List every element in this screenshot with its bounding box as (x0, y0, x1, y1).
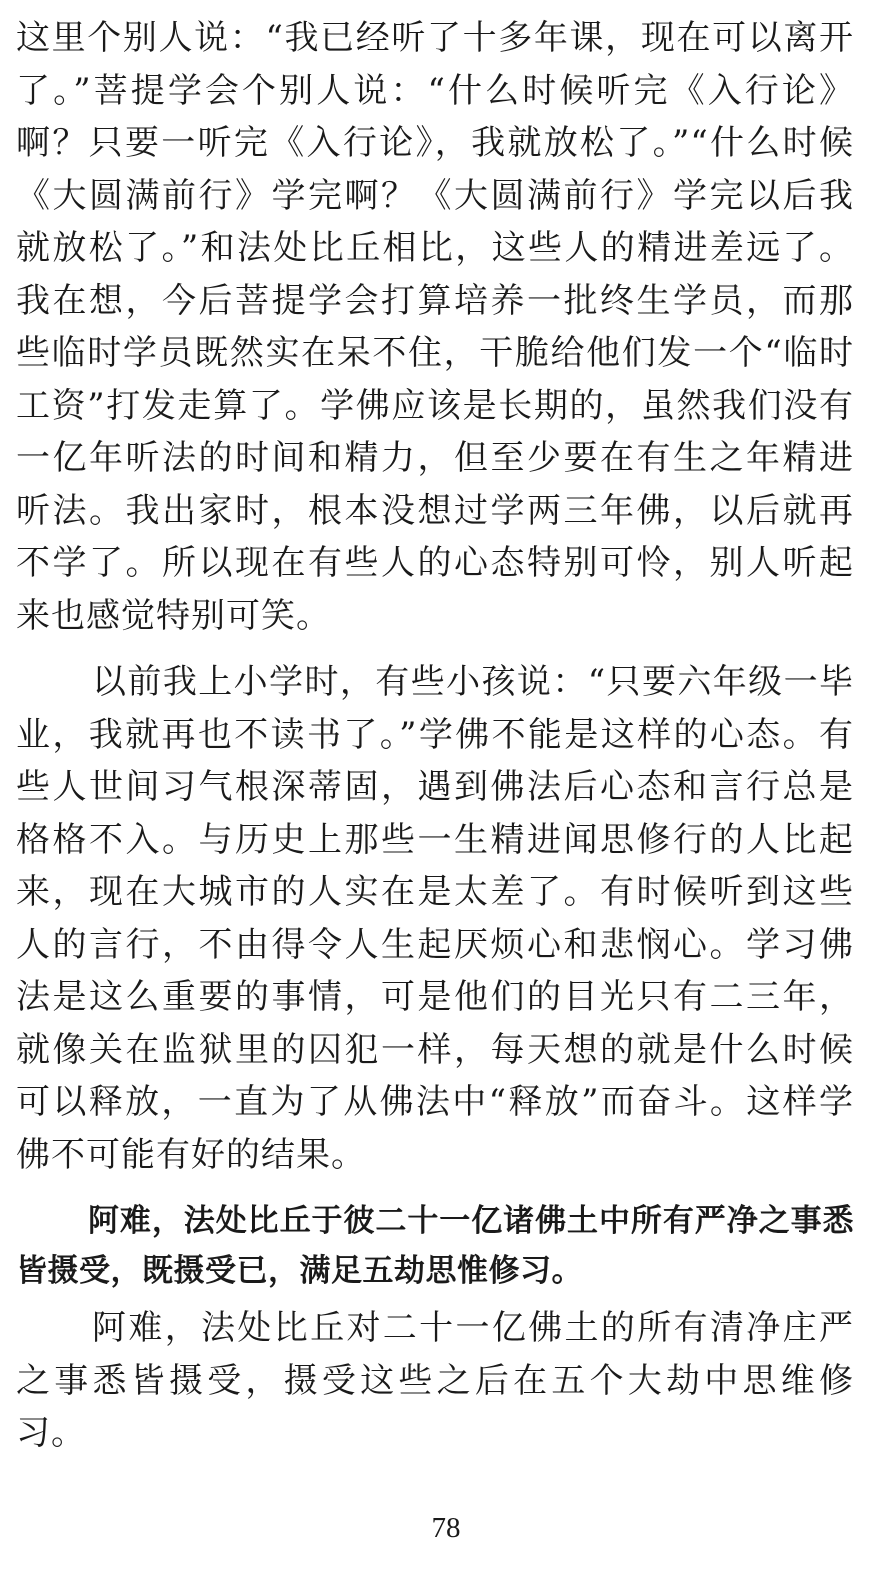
page-number: 78 (431, 1512, 461, 1544)
body-paragraph-2: 以前我上小学时，有些小孩说：“只要六年级一毕业，我就再也不读书了。”学佛不能是这样的心态。有些人世间习气根深蒂固，遇到佛法后心态和言行总是格格不入。与历史上那些一生精进闻思修行的人比起来，现在大城市的人实在是太差了。有时候听到这些人的言行，不由得令人生起厌烦心和悲悯心。学习佛法是这么重要的事情，可是他们的目光只有二三年，就像关在监狱里的囚犯一样，每天想的就是什么时候可以释放，一直为了从佛法中“释放”而奋斗。这样学佛不可能有好的结果。 (16, 662, 854, 1175)
sutra-quote-paragraph: 阿难，法处比丘于彼二十一亿诸佛土中所有严净之事悉皆摄受，既摄受已，满足五劫思惟修习。 (16, 1203, 854, 1289)
body-paragraph-1: 这里个别人说：“我已经听了十多年课，现在可以离开了。”菩提学会个别人说：“什么时候听完《入行论》啊？只要一听完《入行论》，我就放松了。”“什么时候《大圆满前行》学完啊？《大圆满前行》学完以后我就放松了。”和法处比丘相比，这些人的精进差远了。我在想，今后菩提学会打算培养一批终生学员，而那些临时学员既然实在呆不住，干脆给他们发一个“临时工资”打发走算了。学佛应该是长期的，虽然我们没有一亿年听法的时间和精力，但至少要在有生之年精进听法。我出家时，根本没想过学两三年佛，以后就再不学了。所以现在有些人的心态特别可怜，别人听起来也感觉特别可笑。 (16, 18, 854, 636)
commentary-paragraph: 阿难，法处比丘对二十一亿佛土的所有清净庄严之事悉皆摄受，摄受这些之后在五个大劫中思维修习。 (16, 1308, 854, 1453)
